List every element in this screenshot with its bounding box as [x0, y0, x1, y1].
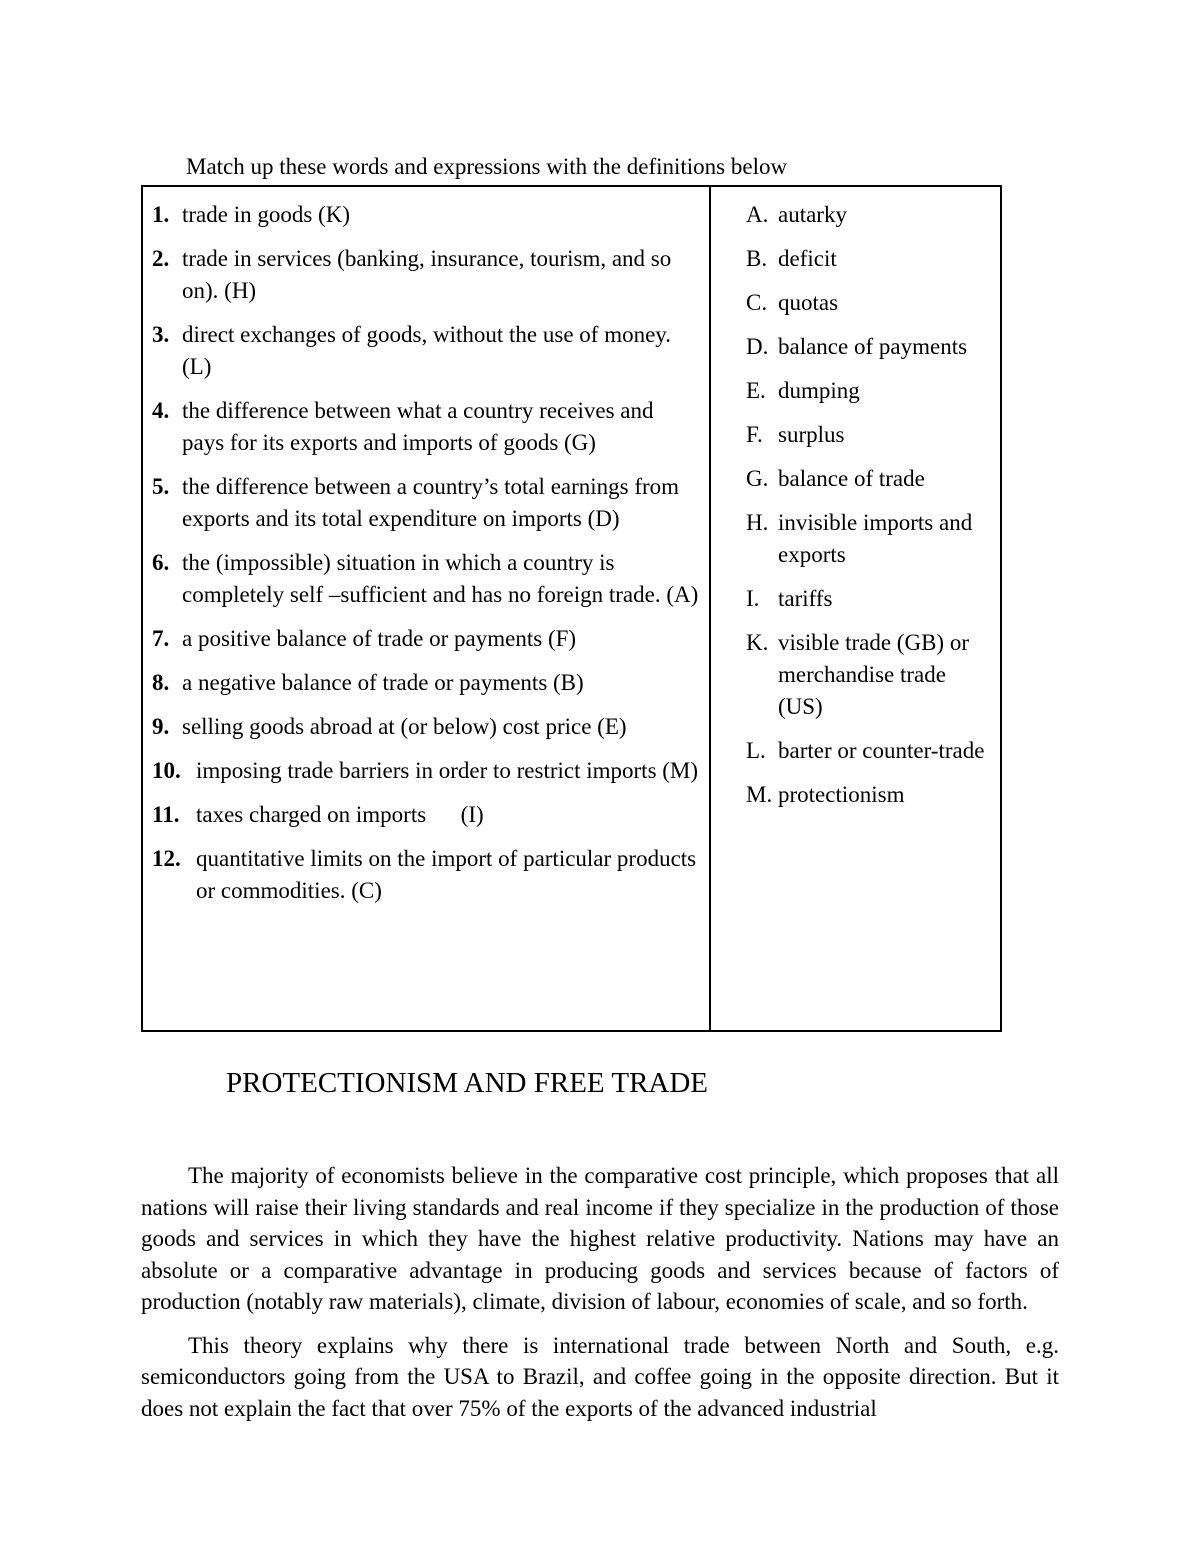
- definition-text: dumping: [778, 378, 860, 403]
- term-text: trade in goods (K): [182, 202, 350, 227]
- body-text: [141, 1160, 1059, 1436]
- term-text: selling goods abroad at (or below) cost price (E): [182, 714, 627, 739]
- term-text: a positive balance of trade or payments (F): [182, 626, 577, 651]
- term-item: [152, 843, 700, 907]
- term-item: [152, 395, 700, 459]
- term-text: a negative balance of trade or payments (B): [182, 670, 584, 695]
- term-number: 11.: [152, 802, 180, 827]
- term-item: [152, 667, 700, 699]
- definition-item: [746, 243, 996, 275]
- term-text: trade in services (banking, insurance, tourism, and so on). (H): [182, 246, 672, 303]
- matching-table: [141, 185, 1002, 1032]
- term-item: [152, 471, 700, 535]
- term-item: [152, 199, 700, 231]
- term-number: 5.: [152, 474, 170, 499]
- term-number: 2.: [152, 246, 170, 271]
- definition-letter: F.: [746, 422, 763, 447]
- term-item: [152, 243, 700, 307]
- section-heading: PROTECTIONISM AND FREE TRADE: [226, 1067, 709, 1099]
- exercise-instruction: Match up these words and expressions with the definitions below: [186, 154, 788, 179]
- term-item: [152, 547, 700, 611]
- definition-item: [746, 287, 996, 319]
- definition-letter: M.: [746, 782, 773, 807]
- term-item: [152, 799, 700, 831]
- definition-text: balance of payments: [778, 334, 968, 359]
- definition-item: [746, 375, 996, 407]
- term-text: direct exchanges of goods, without the use of money. (L): [182, 322, 672, 379]
- definition-text: protectionism: [778, 782, 905, 807]
- definition-item: [746, 463, 996, 495]
- term-item: [152, 755, 700, 787]
- term-item: [152, 623, 700, 655]
- term-number: 7.: [152, 626, 170, 651]
- definition-item: [746, 507, 996, 571]
- term-number: 10.: [152, 758, 181, 783]
- definition-item: [746, 779, 996, 811]
- definition-text: invisible imports and exports: [778, 510, 973, 567]
- definition-text: surplus: [778, 422, 845, 447]
- definition-letter: K.: [746, 630, 769, 655]
- term-text: imposing trade barriers in order to restrict imports (M): [196, 758, 699, 783]
- definition-letter: B.: [746, 246, 768, 271]
- definition-item: [746, 331, 996, 363]
- term-text: the difference between a country’s total earnings from exports and its total expenditure on imports (D): [182, 474, 680, 531]
- paragraph: The majority of economists believe in the comparative cost principle, which proposes that all nations will raise their living standards and real income if they specialize in the production of those goods and services in which they have the highest relative productivity. Nations may have an absolute or a comparative advantage in producing goods and services because of factors of production (notably raw materials), climate, division of labour, economies of scale, and so forth.: [141, 1163, 1059, 1314]
- term-item: [152, 319, 700, 383]
- definition-letter: G.: [746, 466, 769, 491]
- definition-text: balance of trade: [778, 466, 925, 491]
- term-item: [152, 711, 700, 743]
- term-text: quantitative limits on the import of particular products or commodities. (C): [196, 846, 697, 903]
- definition-text: deficit: [778, 246, 837, 271]
- definition-item: [746, 583, 996, 615]
- definition-item: [746, 627, 996, 723]
- definition-letter: D.: [746, 334, 769, 359]
- term-text: the (impossible) situation in which a country is completely self –sufficient and has no foreign trade. (A): [182, 550, 699, 607]
- term-number: 9.: [152, 714, 170, 739]
- definition-letter: E.: [746, 378, 766, 403]
- term-text: the difference between what a country receives and pays for its exports and imports of goods (G): [182, 398, 654, 455]
- definition-text: barter or counter-trade: [778, 738, 985, 763]
- paragraph: This theory explains why there is international trade between North and South, e.g. semiconductors going from the USA to Brazil, and coffee going in the opposite direction. But it does not explain the fact that over 75% of the exports of the advanced industrial: [141, 1332, 1059, 1421]
- definition-letter: A.: [746, 202, 769, 227]
- definition-letter: I.: [746, 586, 760, 611]
- definitions-column: [746, 199, 996, 823]
- term-number: 4.: [152, 398, 170, 423]
- definition-item: [746, 419, 996, 451]
- column-divider: [709, 187, 711, 1030]
- definition-letter: H.: [746, 510, 769, 535]
- definition-item: [746, 199, 996, 231]
- definition-text: tariffs: [778, 586, 833, 611]
- terms-column: [152, 199, 700, 919]
- term-number: 12.: [152, 846, 181, 871]
- definition-text: visible trade (GB) or merchandise trade (US): [778, 630, 969, 719]
- term-number: 8.: [152, 670, 170, 695]
- term-number: 1.: [152, 202, 170, 227]
- definition-item: [746, 735, 996, 767]
- definition-letter: C.: [746, 290, 768, 315]
- definition-text: autarky: [778, 202, 847, 227]
- term-text: taxes charged on imports (I): [196, 802, 484, 827]
- term-number: 6.: [152, 550, 170, 575]
- term-number: 3.: [152, 322, 170, 347]
- definition-text: quotas: [778, 290, 839, 315]
- definition-letter: L.: [746, 738, 766, 763]
